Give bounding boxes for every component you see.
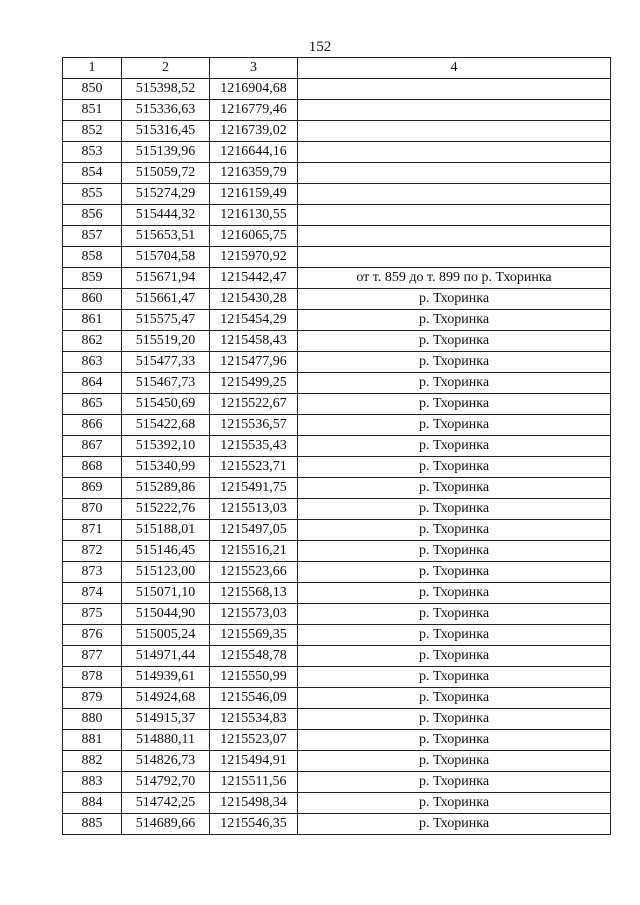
point-number-cell: 865	[63, 394, 122, 415]
point-number-cell: 883	[63, 772, 122, 793]
description-cell: р. Тхоринка	[298, 499, 611, 520]
x-coordinate-cell: 515671,94	[122, 268, 210, 289]
point-number-cell: 862	[63, 331, 122, 352]
y-coordinate-cell: 1215548,78	[210, 646, 298, 667]
column-header-x-coordinate: 2	[122, 58, 210, 79]
y-coordinate-cell: 1215523,07	[210, 730, 298, 751]
y-coordinate-cell: 1215550,99	[210, 667, 298, 688]
table-row	[63, 604, 611, 625]
point-number-cell: 864	[63, 373, 122, 394]
x-coordinate-cell: 514880,11	[122, 730, 210, 751]
point-number-cell: 863	[63, 352, 122, 373]
y-coordinate-cell: 1215970,92	[210, 247, 298, 268]
description-cell: р. Тхоринка	[298, 709, 611, 730]
table-row	[63, 142, 611, 163]
table-row	[63, 751, 611, 772]
y-coordinate-cell: 1215516,21	[210, 541, 298, 562]
x-coordinate-cell: 515059,72	[122, 163, 210, 184]
x-coordinate-cell: 515274,29	[122, 184, 210, 205]
point-number-cell: 871	[63, 520, 122, 541]
table-row	[63, 562, 611, 583]
table-row	[63, 163, 611, 184]
x-coordinate-cell: 515071,10	[122, 583, 210, 604]
table-row	[63, 226, 611, 247]
description-cell: р. Тхоринка	[298, 793, 611, 814]
point-number-cell: 859	[63, 268, 122, 289]
description-cell: р. Тхоринка	[298, 625, 611, 646]
y-coordinate-cell: 1215430,28	[210, 289, 298, 310]
table-row	[63, 100, 611, 121]
description-cell: р. Тхоринка	[298, 352, 611, 373]
table-row	[63, 79, 611, 100]
table-row	[63, 772, 611, 793]
point-number-cell: 873	[63, 562, 122, 583]
y-coordinate-cell: 1216159,49	[210, 184, 298, 205]
point-number-cell: 858	[63, 247, 122, 268]
point-number-cell: 850	[63, 79, 122, 100]
y-coordinate-cell: 1215494,91	[210, 751, 298, 772]
column-header-point-number: 1	[63, 58, 122, 79]
table-row	[63, 268, 611, 289]
point-number-cell: 875	[63, 604, 122, 625]
y-coordinate-cell: 1215569,35	[210, 625, 298, 646]
x-coordinate-cell: 515422,68	[122, 415, 210, 436]
description-cell	[298, 163, 611, 184]
description-cell	[298, 226, 611, 247]
column-header-description: 4	[298, 58, 611, 79]
description-cell: р. Тхоринка	[298, 751, 611, 772]
description-cell: р. Тхоринка	[298, 373, 611, 394]
description-cell: р. Тхоринка	[298, 415, 611, 436]
table-row	[63, 121, 611, 142]
table-row	[63, 457, 611, 478]
x-coordinate-cell: 514689,66	[122, 814, 210, 835]
x-coordinate-cell: 515336,63	[122, 100, 210, 121]
x-coordinate-cell: 514924,68	[122, 688, 210, 709]
point-number-cell: 870	[63, 499, 122, 520]
table-row	[63, 478, 611, 499]
table-row	[63, 352, 611, 373]
description-cell: р. Тхоринка	[298, 310, 611, 331]
y-coordinate-cell: 1215442,47	[210, 268, 298, 289]
description-cell: р. Тхоринка	[298, 730, 611, 751]
x-coordinate-cell: 515289,86	[122, 478, 210, 499]
x-coordinate-cell: 514742,25	[122, 793, 210, 814]
x-coordinate-cell: 515123,00	[122, 562, 210, 583]
x-coordinate-cell: 515519,20	[122, 331, 210, 352]
table-header-row	[63, 58, 611, 79]
y-coordinate-cell: 1215498,34	[210, 793, 298, 814]
x-coordinate-cell: 515139,96	[122, 142, 210, 163]
y-coordinate-cell: 1216739,02	[210, 121, 298, 142]
table-row	[63, 793, 611, 814]
x-coordinate-cell: 514915,37	[122, 709, 210, 730]
description-cell: р. Тхоринка	[298, 394, 611, 415]
y-coordinate-cell: 1215523,66	[210, 562, 298, 583]
y-coordinate-cell: 1215522,67	[210, 394, 298, 415]
y-coordinate-cell: 1216130,55	[210, 205, 298, 226]
x-coordinate-cell: 514792,70	[122, 772, 210, 793]
table-row	[63, 730, 611, 751]
point-number-cell: 853	[63, 142, 122, 163]
column-header-y-coordinate: 3	[210, 58, 298, 79]
description-cell	[298, 247, 611, 268]
description-cell	[298, 79, 611, 100]
table-row	[63, 415, 611, 436]
x-coordinate-cell: 515316,45	[122, 121, 210, 142]
point-number-cell: 852	[63, 121, 122, 142]
x-coordinate-cell: 515398,52	[122, 79, 210, 100]
coordinates-table	[62, 57, 611, 835]
y-coordinate-cell: 1215458,43	[210, 331, 298, 352]
description-cell: р. Тхоринка	[298, 814, 611, 835]
x-coordinate-cell: 515188,01	[122, 520, 210, 541]
x-coordinate-cell: 515222,76	[122, 499, 210, 520]
point-number-cell: 872	[63, 541, 122, 562]
point-number-cell: 882	[63, 751, 122, 772]
table-body	[63, 79, 611, 835]
x-coordinate-cell: 514826,73	[122, 751, 210, 772]
x-coordinate-cell: 515653,51	[122, 226, 210, 247]
x-coordinate-cell: 515661,47	[122, 289, 210, 310]
y-coordinate-cell: 1216644,16	[210, 142, 298, 163]
table-row	[63, 373, 611, 394]
table-row	[63, 520, 611, 541]
description-cell: р. Тхоринка	[298, 331, 611, 352]
point-number-cell: 867	[63, 436, 122, 457]
description-cell: р. Тхоринка	[298, 583, 611, 604]
table-row	[63, 709, 611, 730]
point-number-cell: 878	[63, 667, 122, 688]
x-coordinate-cell: 515005,24	[122, 625, 210, 646]
y-coordinate-cell: 1215568,13	[210, 583, 298, 604]
point-number-cell: 851	[63, 100, 122, 121]
table-row	[63, 583, 611, 604]
y-coordinate-cell: 1216779,46	[210, 100, 298, 121]
point-number-cell: 868	[63, 457, 122, 478]
point-number-cell: 876	[63, 625, 122, 646]
table-row	[63, 394, 611, 415]
x-coordinate-cell: 515044,90	[122, 604, 210, 625]
y-coordinate-cell: 1215546,09	[210, 688, 298, 709]
table-row	[63, 247, 611, 268]
y-coordinate-cell: 1215511,56	[210, 772, 298, 793]
description-cell: р. Тхоринка	[298, 772, 611, 793]
x-coordinate-cell: 515704,58	[122, 247, 210, 268]
x-coordinate-cell: 515467,73	[122, 373, 210, 394]
table-row	[63, 667, 611, 688]
y-coordinate-cell: 1216359,79	[210, 163, 298, 184]
description-cell: р. Тхоринка	[298, 667, 611, 688]
y-coordinate-cell: 1215513,03	[210, 499, 298, 520]
y-coordinate-cell: 1215546,35	[210, 814, 298, 835]
description-cell: р. Тхоринка	[298, 478, 611, 499]
description-cell: р. Тхоринка	[298, 289, 611, 310]
table-row	[63, 205, 611, 226]
description-cell: р. Тхоринка	[298, 541, 611, 562]
x-coordinate-cell: 515477,33	[122, 352, 210, 373]
table-row	[63, 436, 611, 457]
point-number-cell: 880	[63, 709, 122, 730]
point-number-cell: 855	[63, 184, 122, 205]
point-number-cell: 861	[63, 310, 122, 331]
description-cell: р. Тхоринка	[298, 436, 611, 457]
y-coordinate-cell: 1215536,57	[210, 415, 298, 436]
y-coordinate-cell: 1215523,71	[210, 457, 298, 478]
point-number-cell: 877	[63, 646, 122, 667]
x-coordinate-cell: 514939,61	[122, 667, 210, 688]
y-coordinate-cell: 1215535,43	[210, 436, 298, 457]
point-number-cell: 866	[63, 415, 122, 436]
description-cell: р. Тхоринка	[298, 604, 611, 625]
point-number-cell: 885	[63, 814, 122, 835]
y-coordinate-cell: 1215497,05	[210, 520, 298, 541]
y-coordinate-cell: 1216904,68	[210, 79, 298, 100]
point-number-cell: 857	[63, 226, 122, 247]
y-coordinate-cell: 1215454,29	[210, 310, 298, 331]
y-coordinate-cell: 1215477,96	[210, 352, 298, 373]
description-cell	[298, 205, 611, 226]
description-cell: р. Тхоринка	[298, 562, 611, 583]
point-number-cell: 854	[63, 163, 122, 184]
table-row	[63, 814, 611, 835]
y-coordinate-cell: 1215573,03	[210, 604, 298, 625]
point-number-cell: 879	[63, 688, 122, 709]
description-cell	[298, 100, 611, 121]
x-coordinate-cell: 515340,99	[122, 457, 210, 478]
description-cell: р. Тхоринка	[298, 520, 611, 541]
point-number-cell: 860	[63, 289, 122, 310]
point-number-cell: 881	[63, 730, 122, 751]
description-cell: р. Тхоринка	[298, 688, 611, 709]
point-number-cell: 869	[63, 478, 122, 499]
table-row	[63, 541, 611, 562]
point-number-cell: 856	[63, 205, 122, 226]
y-coordinate-cell: 1215499,25	[210, 373, 298, 394]
description-cell	[298, 184, 611, 205]
table-row	[63, 184, 611, 205]
page-number: 152	[308, 39, 332, 55]
y-coordinate-cell: 1216065,75	[210, 226, 298, 247]
description-cell	[298, 142, 611, 163]
table-row	[63, 646, 611, 667]
x-coordinate-cell: 515392,10	[122, 436, 210, 457]
description-cell: р. Тхоринка	[298, 457, 611, 478]
point-number-cell: 874	[63, 583, 122, 604]
table-row	[63, 289, 611, 310]
description-cell	[298, 121, 611, 142]
y-coordinate-cell: 1215534,83	[210, 709, 298, 730]
x-coordinate-cell: 515146,45	[122, 541, 210, 562]
table-row	[63, 499, 611, 520]
description-cell: от т. 859 до т. 899 по р. Тхоринка	[298, 268, 611, 289]
x-coordinate-cell: 514971,44	[122, 646, 210, 667]
table-row	[63, 625, 611, 646]
y-coordinate-cell: 1215491,75	[210, 478, 298, 499]
description-cell: р. Тхоринка	[298, 646, 611, 667]
point-number-cell: 884	[63, 793, 122, 814]
table-row	[63, 310, 611, 331]
x-coordinate-cell: 515450,69	[122, 394, 210, 415]
x-coordinate-cell: 515575,47	[122, 310, 210, 331]
x-coordinate-cell: 515444,32	[122, 205, 210, 226]
table-row	[63, 331, 611, 352]
table-row	[63, 688, 611, 709]
